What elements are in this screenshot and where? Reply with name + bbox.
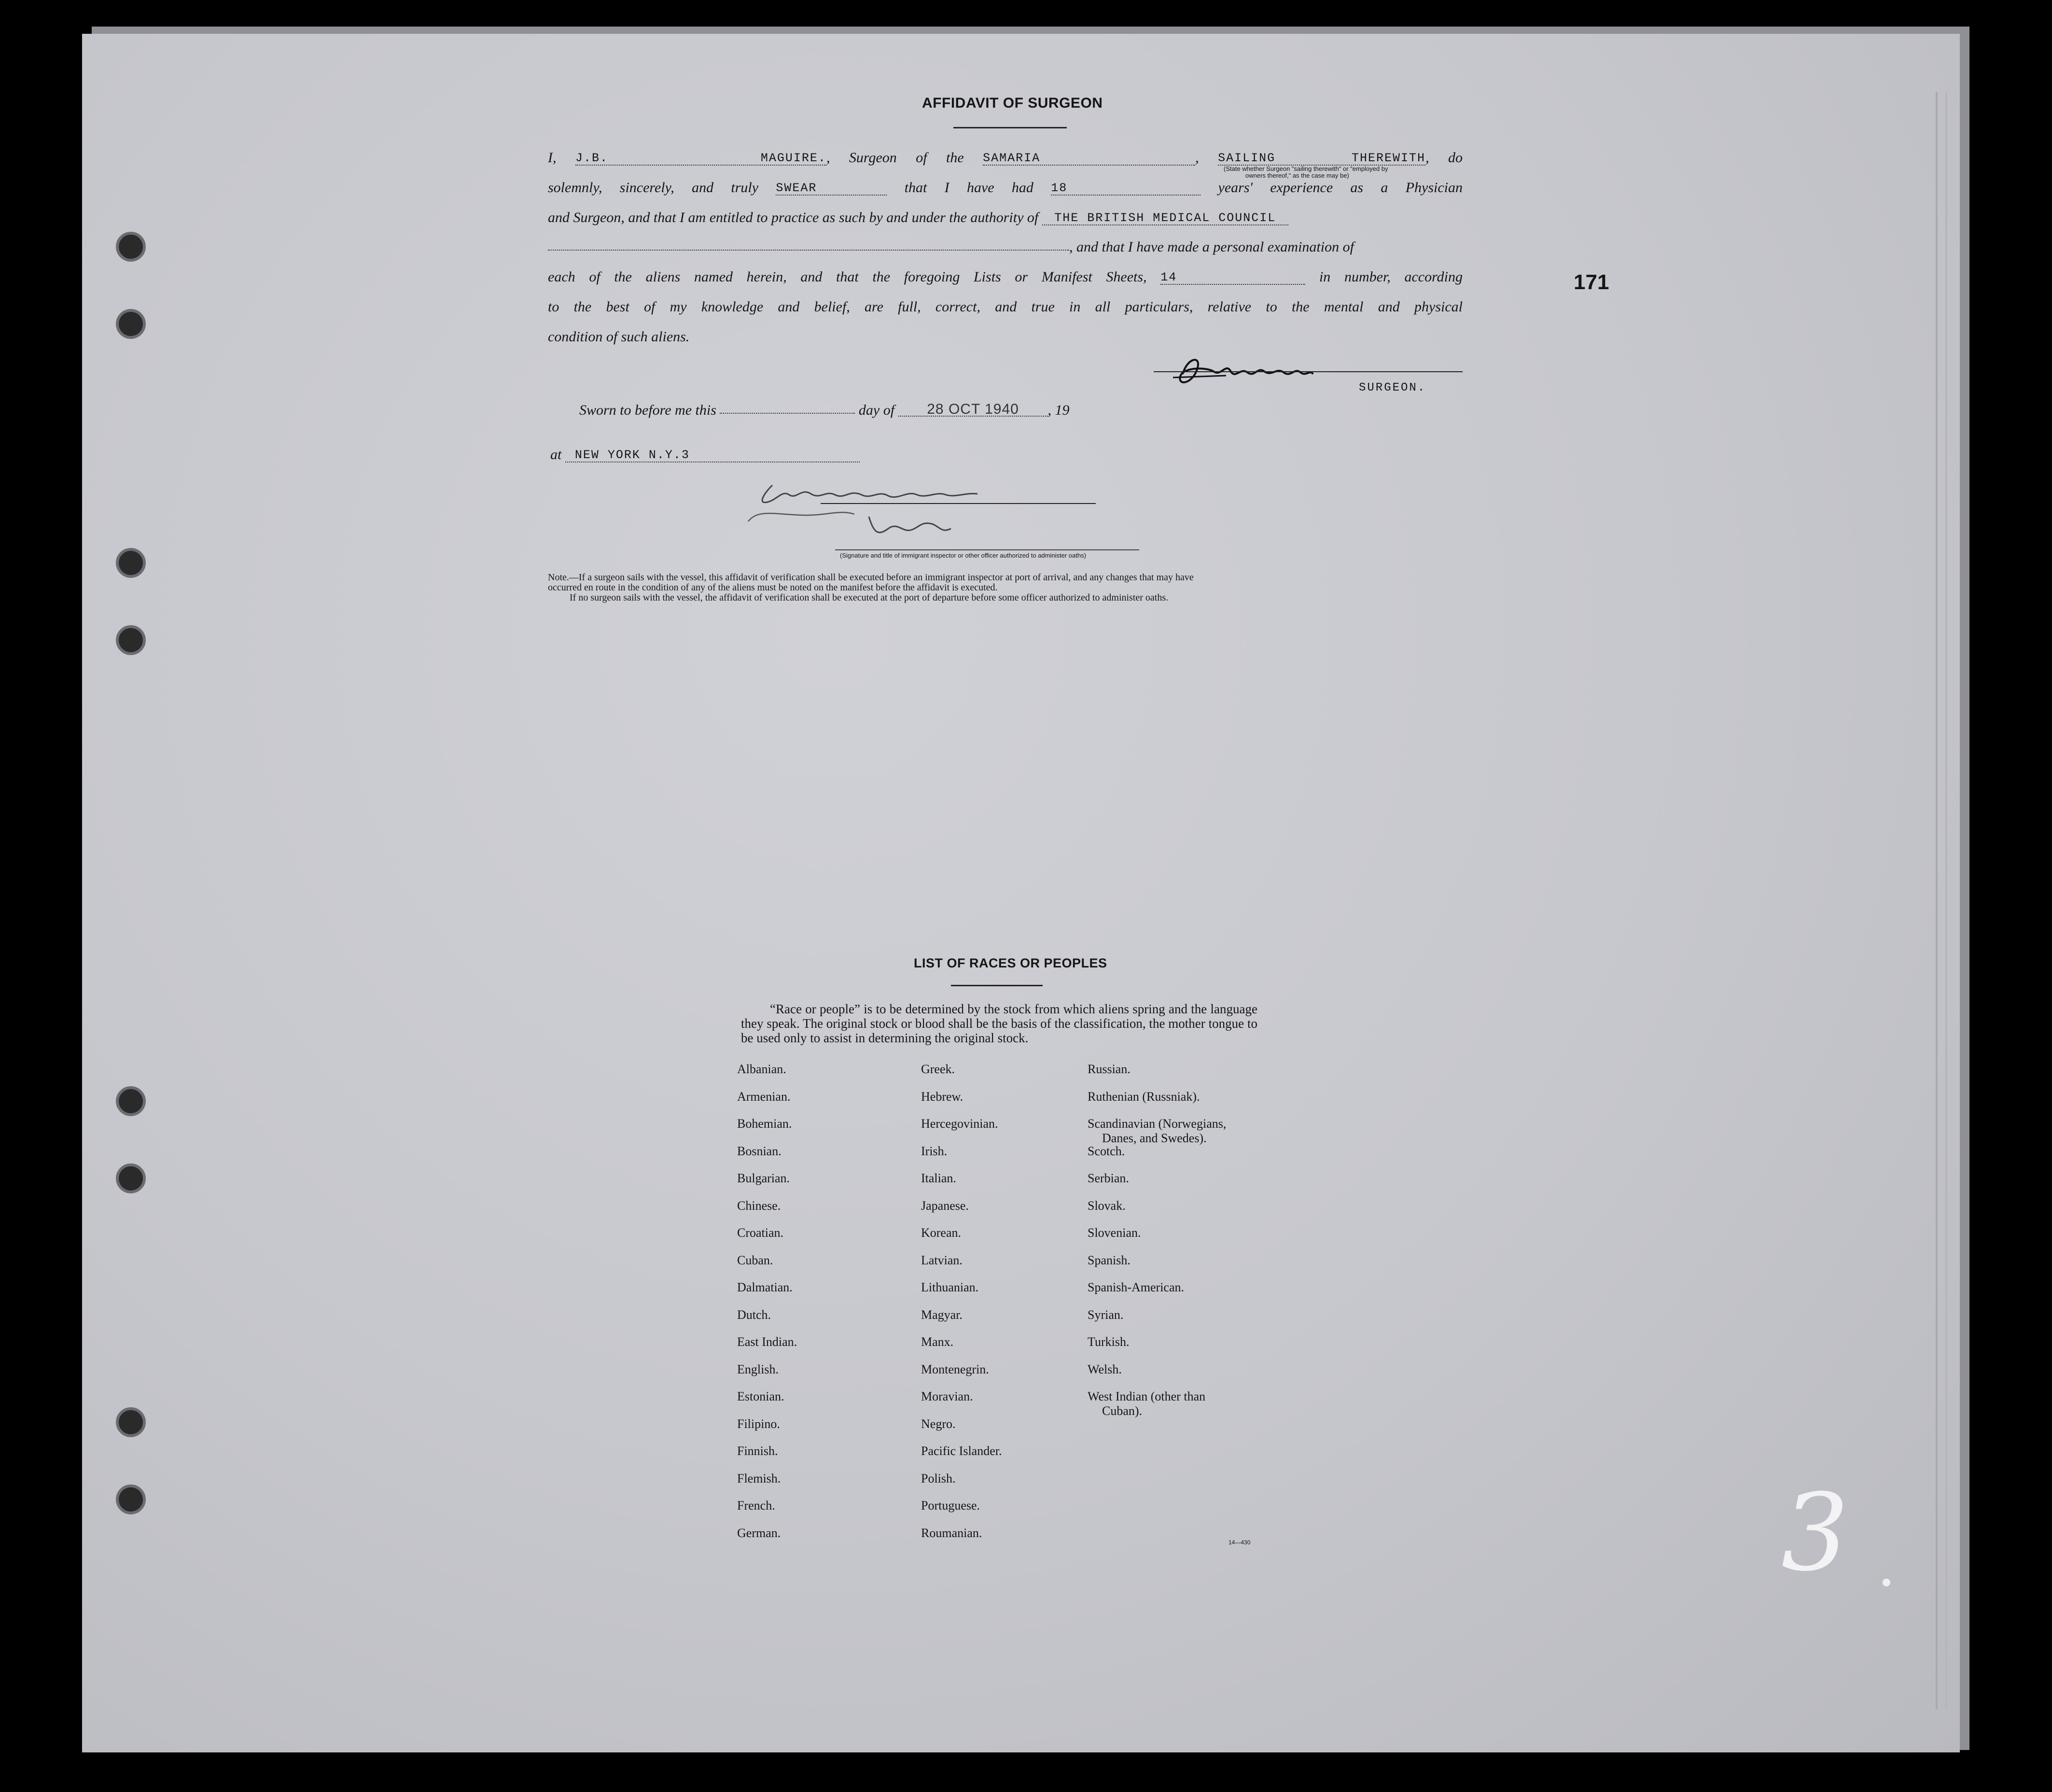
race-item: Spanish. [1088, 1253, 1131, 1267]
punch-hole [116, 1086, 146, 1116]
oath-field: SWEAR [776, 182, 887, 196]
races-title: LIST OF RACES OR PEOPLES [914, 956, 1107, 970]
race-item: Chinese. [737, 1198, 781, 1213]
affidavit-text: that I have had [904, 180, 1033, 196]
race-item: Slovak. [1088, 1198, 1126, 1213]
date-stamp: 28 OCT 1940 [898, 403, 1048, 417]
race-item: Finnish. [737, 1444, 778, 1458]
page-edge-line [1936, 92, 1938, 1709]
handwritten-dot [1883, 1579, 1890, 1586]
race-item: English. [737, 1362, 779, 1376]
affidavit-text: at [550, 447, 562, 462]
document-page [82, 34, 1960, 1752]
affidavit-text: , 19 [1047, 402, 1070, 418]
note-line-2: occurred en route in the condition of any of the aliens must be noted on the manifest before the affidavit is executed. [548, 582, 998, 593]
race-item: Flemish. [737, 1471, 781, 1485]
affidavit-line-3 [548, 210, 1463, 226]
vessel-name-field: SAMARIA [983, 152, 1195, 166]
race-item: Greek. [921, 1062, 955, 1076]
race-item: Hebrew. [921, 1089, 963, 1104]
race-item: Estonian. [737, 1389, 784, 1403]
affidavit-line-5 [548, 269, 1463, 285]
race-item: Negro. [921, 1416, 956, 1431]
race-item: Turkish. [1088, 1335, 1130, 1349]
race-item: Welsh. [1088, 1362, 1122, 1376]
race-item: Japanese. [921, 1198, 969, 1213]
affidavit-text: Sworn to before me this [579, 402, 716, 418]
punch-hole [116, 625, 146, 655]
race-item: Scotch. [1088, 1144, 1125, 1158]
page-edge-line [1945, 92, 1947, 1709]
affidavit-line-6: to the best of my knowledge and belief, are full, correct, and true in all particulars, relative to the mental and physical [548, 299, 1463, 315]
race-item: Portuguese. [921, 1498, 980, 1512]
race-item: Italian. [921, 1171, 956, 1185]
page-number: 171 [1574, 270, 1609, 294]
race-item: Slovenian. [1088, 1226, 1141, 1240]
manifest-sheets-field: 14 [1160, 271, 1305, 285]
location-field: NEW YORK N.Y.3 [565, 449, 860, 462]
race-item: Albanian. [737, 1062, 786, 1076]
surgeon-signature [1168, 348, 1371, 391]
race-item: Manx. [921, 1335, 954, 1349]
race-item: Montenegrin. [921, 1362, 989, 1376]
affidavit-text: day of [858, 402, 895, 418]
affidavit-text: in number, according [1319, 269, 1463, 285]
affidavit-text: each of the aliens named herein, and that the foregoing Lists or Manifest Sheets, [548, 269, 1147, 285]
punch-hole [116, 548, 146, 578]
form-number: 14—430 [1228, 1539, 1251, 1546]
race-item: Filipino. [737, 1416, 780, 1431]
races-intro [741, 1002, 1257, 1045]
authority-continuation-field [548, 250, 1069, 251]
race-item: Irish. [921, 1144, 948, 1158]
affidavit-text: years' experience as a Physician [1218, 180, 1463, 196]
officer-signature-line [835, 549, 1139, 550]
race-item: Croatian. [737, 1226, 784, 1240]
race-item: Hercegovinian. [921, 1117, 998, 1131]
affidavit-line-4 [548, 239, 1463, 255]
affidavit-text: solemnly, sincerely, and truly [548, 180, 759, 196]
race-item: Roumanian. [921, 1526, 982, 1540]
race-item: German. [737, 1526, 781, 1540]
race-item: Armenian. [737, 1089, 791, 1104]
race-item: Bosnian. [737, 1144, 782, 1158]
race-item: Dalmatian. [737, 1280, 793, 1294]
years-experience-field: 18 [1051, 182, 1200, 196]
race-item: Pacific Islander. [921, 1444, 1002, 1458]
affidavit-line-1 [548, 150, 1463, 166]
race-item: Bulgarian. [737, 1171, 790, 1185]
race-item: West Indian (other than [1088, 1389, 1206, 1403]
race-item: Polish. [921, 1471, 956, 1485]
race-item: Dutch. [737, 1307, 771, 1322]
affidavit-text: I, [548, 150, 557, 166]
authority-field: THE BRITISH MEDICAL COUNCIL [1042, 212, 1288, 225]
race-item: French. [737, 1498, 775, 1512]
sailing-hint-1: (State whether Surgeon "sailing therewith" or "employed by [1224, 165, 1388, 172]
affidavit-line-7: condition of such aliens. [548, 329, 690, 345]
affidavit-text: , do [1425, 150, 1463, 166]
race-item: Latvian. [921, 1253, 963, 1267]
race-item: Spanish-American. [1088, 1280, 1185, 1294]
signature-caption: (Signature and title of immigrant inspector or other officer authorized to administer oaths) [840, 552, 1086, 559]
inspector-signature [743, 476, 1014, 543]
race-item: Cuban). [1102, 1404, 1143, 1418]
race-item: Serbian. [1088, 1171, 1129, 1185]
punch-hole [116, 1163, 146, 1193]
sworn-day-field [720, 413, 855, 414]
surgeon-label: SURGEON. [1359, 381, 1426, 394]
sworn-line [579, 402, 1070, 419]
race-item: Cuban. [737, 1253, 773, 1267]
race-item: Bohemian. [737, 1117, 792, 1131]
title-underline [953, 127, 1067, 128]
inspector-signature-line [821, 503, 1096, 504]
race-item: Danes, and Swedes). [1102, 1131, 1207, 1145]
affidavit-text: , Surgeon of the [826, 150, 964, 166]
race-item: Scandinavian (Norwegians, [1088, 1117, 1227, 1131]
punch-hole [116, 232, 146, 262]
affidavit-text: , and that I have made a personal examination of [1069, 239, 1354, 255]
location-line [550, 447, 860, 463]
surgeon-signature-line [1154, 371, 1463, 372]
handwritten-mark: 3 [1781, 1471, 1849, 1595]
race-item: Lithuanian. [921, 1280, 979, 1294]
race-item: Russian. [1088, 1062, 1131, 1076]
affidavit-text: , [1195, 150, 1199, 166]
punch-hole [116, 1484, 146, 1514]
race-item: Moravian. [921, 1389, 973, 1403]
races-intro-text: “Race or people” is to be determined by the stock from which aliens spring and the language they speak. The original stock or blood shall be the basis of the classification, the mother tongue to be used only to assist in determining the original stock. [741, 1002, 1257, 1045]
surgeon-name-field: J.B. MAGUIRE. [575, 151, 826, 165]
races-title-underline [951, 985, 1043, 986]
sailing-hint-2: owners thereof," as the case may be) [1245, 172, 1349, 179]
punch-hole [116, 1407, 146, 1437]
note-line-1: Note.—If a surgeon sails with the vessel, this affidavit of verification shall be executed before an immigrant inspector at port of arrival, and any changes that may have [548, 572, 1194, 583]
race-item: Ruthenian (Russniak). [1088, 1089, 1200, 1104]
race-item: Syrian. [1088, 1307, 1124, 1322]
affidavit-title: AFFIDAVIT OF SURGEON [922, 95, 1103, 111]
punch-hole [116, 309, 146, 339]
race-item: East Indian. [737, 1335, 797, 1349]
race-item: Magyar. [921, 1307, 963, 1322]
sailing-status-field: SAILING THEREWITH [1218, 151, 1426, 165]
race-item: Korean. [921, 1226, 962, 1240]
affidavit-text: and Surgeon, and that I am entitled to practice as such by and under the authority of [548, 210, 1039, 225]
note-line-3: If no surgeon sails with the vessel, the affidavit of verification shall be executed at the port of departure before some officer authorized to administer oaths. [570, 592, 1169, 603]
affidavit-line-2 [548, 180, 1463, 196]
